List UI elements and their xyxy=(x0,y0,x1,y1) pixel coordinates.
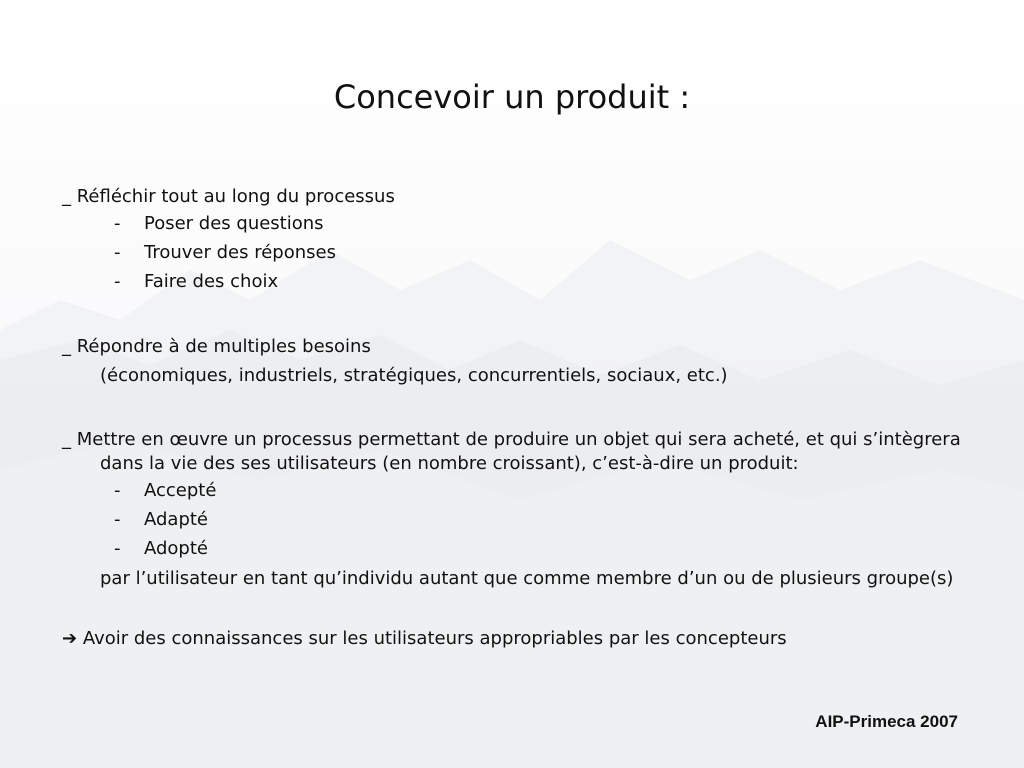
section-closing: par l’utilisateur en tant qu’individu autant que comme membre d’un ou de plusieurs groupe(s) xyxy=(100,568,954,589)
section-processus xyxy=(62,428,972,591)
list-item xyxy=(62,209,972,238)
dash-bullet: - xyxy=(114,508,121,530)
slide-title: Concevoir un produit : xyxy=(333,78,691,116)
section-heading: _ Réfléchir tout au long du processus xyxy=(62,186,395,207)
list-item-label: Accepté xyxy=(144,479,217,501)
list-item-label: Trouver des réponses xyxy=(144,241,336,263)
section-heading: _ Répondre à de multiples besoins xyxy=(62,336,371,357)
dash-bullet: - xyxy=(114,212,121,234)
conclusion-text: Avoir des connaissances sur les utilisateurs appropriables par les concepteurs xyxy=(82,628,787,649)
section-heading: _ Mettre en œuvre un processus permettant de produire un objet qui sera acheté, et qui s’intègrera dans la vie des ses utilisateurs (en nombre croissant), c’est-à-dire un produit: xyxy=(62,429,961,474)
section-reflechir xyxy=(62,185,972,296)
list-item-label: Faire des choix xyxy=(144,270,279,292)
slide-body xyxy=(62,185,972,651)
dash-bullet: - xyxy=(114,270,121,292)
list-item-label: Poser des questions xyxy=(144,212,324,234)
section-besoins xyxy=(62,335,972,388)
section-detail: (économiques, industriels, stratégiques, concurrentiels, sociaux, etc.) xyxy=(100,365,728,386)
list-item xyxy=(62,476,972,505)
list-item xyxy=(62,505,972,534)
dash-bullet: - xyxy=(114,241,121,263)
arrow-right-icon: ➔ xyxy=(62,628,78,649)
list-item xyxy=(62,238,972,267)
list-item xyxy=(62,267,972,296)
footer-label: AIP-Primeca 2007 xyxy=(815,712,958,731)
list-item-label: Adopté xyxy=(144,537,208,559)
list-item xyxy=(62,534,972,563)
dash-bullet: - xyxy=(114,537,121,559)
list-item-label: Adapté xyxy=(144,508,209,530)
conclusion xyxy=(62,627,972,651)
dash-bullet: - xyxy=(114,479,121,501)
